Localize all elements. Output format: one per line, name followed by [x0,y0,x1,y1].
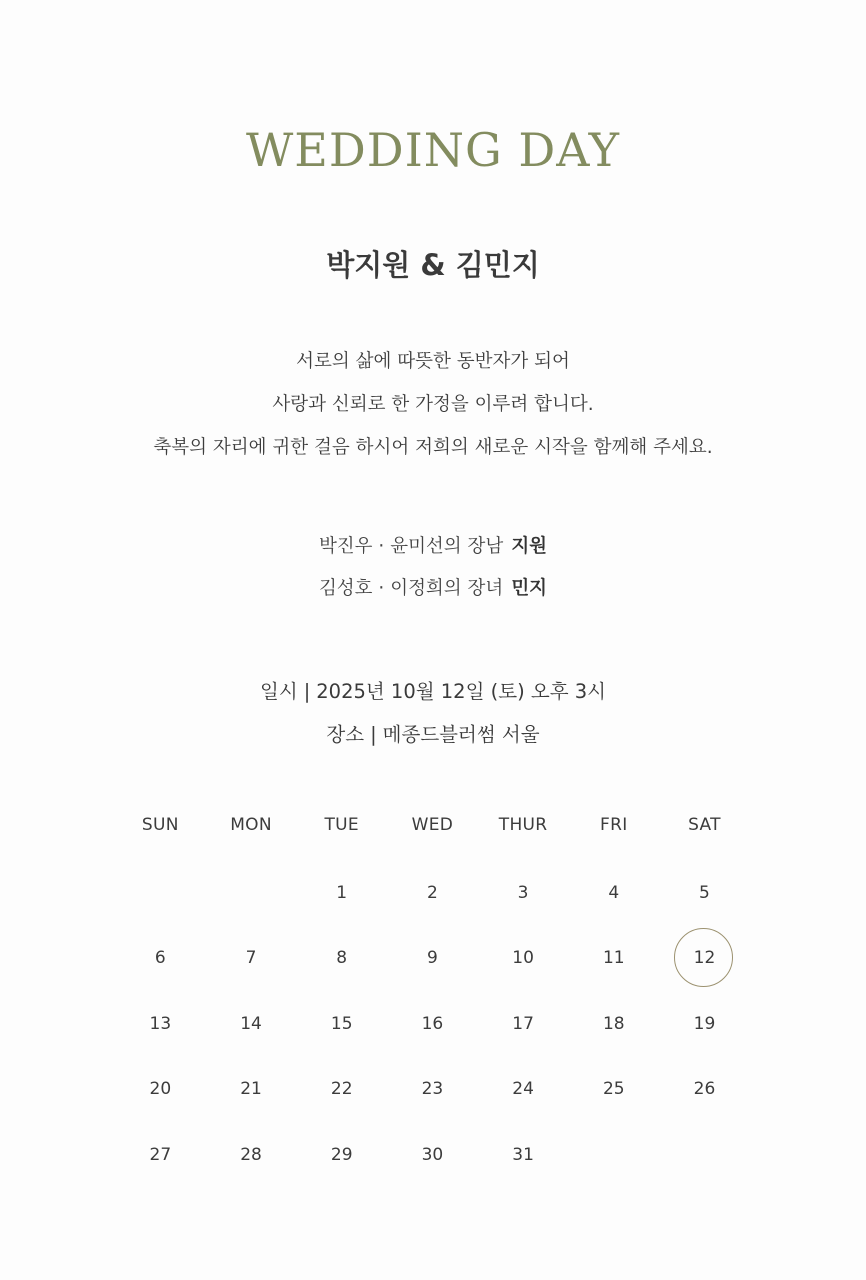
groom-parents [0,526,866,568]
calendar-day [115,1135,206,1175]
day-number: 12 [693,948,716,969]
calendar-day [296,1004,387,1044]
couple-names: 박지원 & 김민지 [326,248,540,282]
weekday-sun: SUN [141,815,179,835]
calendar-week [115,1122,750,1188]
calendar-day [206,1135,297,1175]
event-info [0,670,866,756]
day-number: 18 [602,1013,625,1034]
calendar [115,800,750,1188]
place-label: 장소 [326,723,365,746]
calendar-day [115,873,206,913]
calendar-week [115,991,750,1057]
day-number: 15 [330,1013,353,1034]
calendar-day [568,1135,659,1175]
bride-parents-text: 김성호 · 이정희의 장녀 [318,578,504,599]
day-number: 16 [421,1013,444,1034]
separator: | [370,723,377,746]
calendar-day [659,1069,750,1109]
weekday-sat: SAT [688,815,721,835]
bride-name: 민지 [511,578,548,599]
day-number: 6 [154,948,166,969]
calendar-week [115,926,750,992]
calendar-day [478,938,569,978]
calendar-day [568,873,659,913]
calendar-day [296,938,387,978]
day-number: 29 [330,1144,353,1165]
day-number: 19 [693,1013,716,1034]
calendar-day [478,1135,569,1175]
message-line: 사랑과 신뢰로 한 가정을 이루려 합니다. [272,394,594,415]
message-line: 서로의 삶에 따뜻한 동반자가 되어 [296,351,570,372]
calendar-day [387,1069,478,1109]
day-number: 2 [426,882,438,903]
invitation-message [0,340,866,469]
calendar-day [115,938,206,978]
calendar-day [206,938,297,978]
day-number: 28 [240,1144,262,1165]
bride-parents [0,568,866,610]
day-number: 20 [149,1079,172,1100]
weekday-thu: THUR [498,815,548,835]
day-number: 11 [602,948,625,969]
calendar-day [206,873,297,913]
day-number: 24 [512,1079,534,1100]
calendar-day [659,873,750,913]
day-number: 17 [512,1013,534,1034]
day-number: 3 [517,882,529,903]
message-line: 축복의 자리에 귀한 걸음 하시어 저희의 새로운 시작을 함께해 주세요. [153,437,713,458]
day-number: 22 [330,1079,353,1100]
day-number: 1 [336,882,348,903]
day-number: 14 [240,1013,262,1034]
calendar-day [387,938,478,978]
weekday-tue: TUE [324,815,359,835]
calendar-weekday-header [115,800,750,850]
calendar-day [115,1004,206,1044]
day-number: 5 [699,882,710,903]
date-value: 2025년 10월 12일 (토) 오후 3시 [316,680,606,703]
calendar-day [387,1004,478,1044]
day-number: 31 [512,1144,534,1165]
day-number: 27 [149,1144,172,1165]
day-number: 26 [693,1079,716,1100]
date-label: 일시 [260,680,298,703]
calendar-day [296,1135,387,1175]
day-number: 23 [421,1079,444,1100]
day-number: 21 [240,1079,262,1100]
place-info [0,713,866,756]
weekday-mon: MON [230,815,272,835]
calendar-day [115,1069,206,1109]
calendar-day [568,1004,659,1044]
place-value: 메종드블러썸 서울 [382,723,540,746]
calendar-day [478,873,569,913]
calendar-day [206,1069,297,1109]
day-number: 25 [602,1079,625,1100]
weekday-wed: WED [411,815,454,835]
date-info [0,670,866,713]
parents-section [0,526,866,610]
day-number: 4 [608,882,620,903]
day-number: 10 [512,948,534,969]
day-number: 13 [149,1013,172,1034]
calendar-day [478,1004,569,1044]
calendar-day [296,1069,387,1109]
calendar-day-selected [659,938,750,978]
day-number: 30 [421,1144,444,1165]
calendar-day [659,1004,750,1044]
calendar-day [296,873,387,913]
calendar-day [387,873,478,913]
weekday-fri: FRI [600,815,628,835]
calendar-week [115,1057,750,1123]
groom-name: 지원 [511,536,548,557]
calendar-day [387,1135,478,1175]
calendar-day [568,938,659,978]
page-title: WEDDING DAY [245,123,620,177]
calendar-day [659,1135,750,1175]
groom-parents-text: 박진우 · 윤미선의 장남 [318,536,504,557]
calendar-day [478,1069,569,1109]
calendar-week [115,860,750,926]
day-number: 8 [336,948,348,969]
day-number: 7 [245,948,257,969]
separator: | [303,680,311,703]
calendar-day [206,1004,297,1044]
calendar-day [568,1069,659,1109]
day-number: 9 [426,948,438,969]
